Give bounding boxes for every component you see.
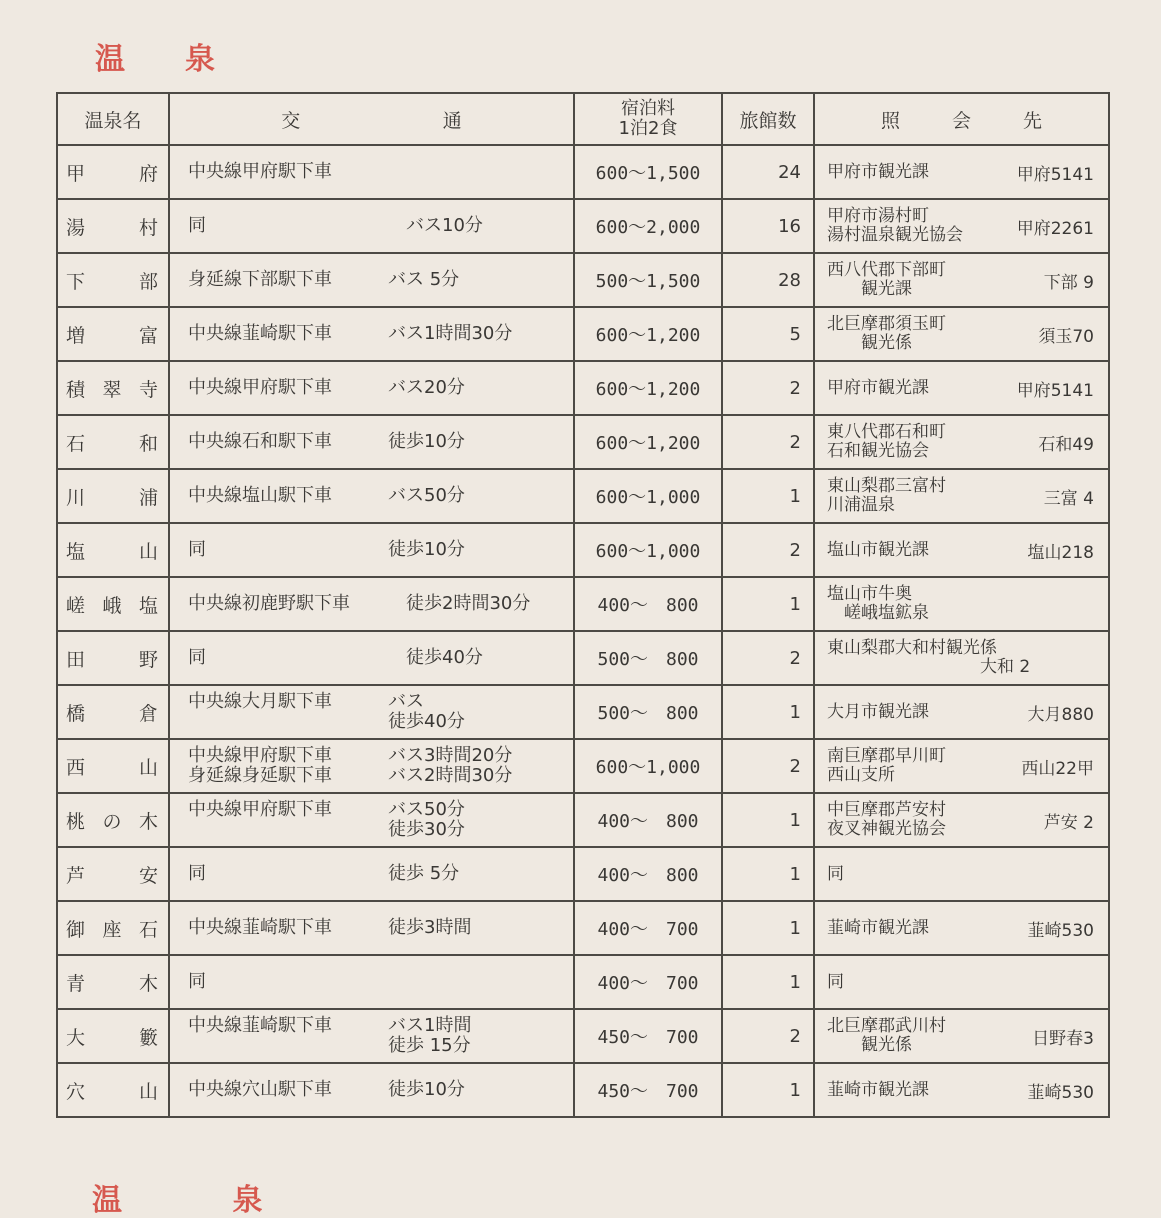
cell-onsen-name <box>57 361 169 415</box>
cell-fee: 600～1,000 <box>574 523 722 577</box>
next-heading-char-2: 泉 <box>232 1183 263 1218</box>
onsen-name-char: 橋 <box>66 702 88 725</box>
transport-route <box>188 820 388 840</box>
contact-office: 大月市観光課 <box>827 701 929 722</box>
contact-office: 塩山市牛奥 嵯峨塩鉱泉 <box>827 584 929 623</box>
cell-transport <box>169 361 574 415</box>
cell-transport <box>169 631 574 685</box>
cell-inn-count: 1 <box>722 685 814 739</box>
cell-inn-count: 16 <box>722 199 814 253</box>
cell-contact <box>814 415 1109 469</box>
transport-route: 中央線初鹿野駅下車 <box>188 593 350 614</box>
transport-route: 中央線甲府駅下車 <box>188 799 332 820</box>
onsen-name-char: の <box>102 810 124 833</box>
table-row <box>57 523 1109 577</box>
cell-fee: 450～ 700 <box>574 1009 722 1063</box>
contact-office: 甲府市湯村町 湯村温泉観光協会 <box>827 206 963 245</box>
transport-time: 徒歩2時間30分 <box>388 593 531 614</box>
cell-inn-count: 1 <box>722 793 814 847</box>
onsen-name-char: 川 <box>66 486 88 509</box>
contact-phone: 塩山218 <box>1027 542 1094 563</box>
cell-onsen-name <box>57 577 169 631</box>
contact-phone: 韮崎530 <box>1027 920 1094 941</box>
table-row <box>57 577 1109 631</box>
cell-fee: 450～ 700 <box>574 1063 722 1117</box>
transport-time: バス1時間 <box>388 1015 472 1036</box>
header-name: 温泉名 <box>57 93 169 145</box>
onsen-name-char: 村 <box>138 216 160 239</box>
table-row <box>57 793 1109 847</box>
cell-contact <box>814 793 1109 847</box>
cell-contact <box>814 1063 1109 1117</box>
contact-office: 韮崎市観光課 <box>827 917 929 938</box>
onsen-table <box>56 92 1110 1118</box>
onsen-name-char: 木 <box>138 972 160 995</box>
table-row <box>57 739 1109 793</box>
cell-transport <box>169 847 574 901</box>
contact-phone: 甲府5141 <box>1016 164 1094 185</box>
table-row <box>57 145 1109 199</box>
transport-route: 中央線大月駅下車 <box>188 691 332 712</box>
onsen-name-char: 御 <box>66 918 88 941</box>
header-contact-char: 先 <box>1022 109 1042 132</box>
table-row <box>57 847 1109 901</box>
header-fee-line: 1泊2食 <box>618 118 678 139</box>
cell-transport <box>169 1063 574 1117</box>
cell-onsen-name <box>57 901 169 955</box>
transport-route: 同 <box>188 539 206 560</box>
onsen-name-char: 石 <box>66 432 88 455</box>
table-row <box>57 685 1109 739</box>
transport-time: バス2時間30分 <box>388 765 513 786</box>
transport-time: バス20分 <box>388 377 465 398</box>
onsen-name-char: 籔 <box>138 1026 160 1049</box>
transport-time: バス3時間20分 <box>388 745 513 766</box>
table-row <box>57 1063 1109 1117</box>
cell-onsen-name <box>57 523 169 577</box>
cell-onsen-name <box>57 1063 169 1117</box>
cell-inn-count: 2 <box>722 1009 814 1063</box>
transport-route: 中央線塩山駅下車 <box>188 485 332 506</box>
transport-time: 徒歩 15分 <box>388 1035 471 1056</box>
cell-transport <box>169 415 574 469</box>
cell-transport <box>169 901 574 955</box>
cell-onsen-name <box>57 847 169 901</box>
onsen-name-char: 浦 <box>138 486 160 509</box>
header-transport <box>169 93 574 145</box>
cell-onsen-name <box>57 307 169 361</box>
onsen-name-char: 桃 <box>66 810 88 833</box>
cell-contact <box>814 577 1109 631</box>
onsen-name-char: 山 <box>138 756 160 779</box>
table-row <box>57 307 1109 361</box>
transport-time: 徒歩 5分 <box>388 863 460 884</box>
cell-fee: 600～1,500 <box>574 145 722 199</box>
onsen-name-char: 寺 <box>138 378 160 401</box>
contact-office: 韮崎市観光課 <box>827 1079 929 1100</box>
table-row <box>57 415 1109 469</box>
onsen-name-char: 石 <box>138 918 160 941</box>
transport-time: バス 5分 <box>388 269 460 290</box>
header-contact <box>814 93 1109 145</box>
transport-time: バス1時間30分 <box>388 323 513 344</box>
cell-transport <box>169 955 574 1009</box>
table-body <box>57 145 1109 1117</box>
transport-time: バス50分 <box>388 799 465 820</box>
cell-inn-count: 2 <box>722 361 814 415</box>
table-row <box>57 199 1109 253</box>
transport-time: バス <box>388 691 424 712</box>
contact-phone: 甲府2261 <box>1016 218 1094 239</box>
cell-transport <box>169 685 574 739</box>
onsen-name-char: 安 <box>138 864 160 887</box>
table-header-row <box>57 93 1109 145</box>
cell-contact <box>814 253 1109 307</box>
cell-contact <box>814 469 1109 523</box>
onsen-name-char: 翠 <box>102 378 124 401</box>
cell-contact <box>814 145 1109 199</box>
contact-office: 同 <box>827 971 844 992</box>
contact-phone: 甲府5141 <box>1016 380 1094 401</box>
onsen-name-char: 嵯 <box>66 594 88 617</box>
cell-transport <box>169 1009 574 1063</box>
transport-route: 中央線穴山駅下車 <box>188 1079 332 1100</box>
cell-contact <box>814 631 1109 685</box>
transport-route: 身延線身延駅下車 <box>188 765 332 786</box>
cell-transport <box>169 199 574 253</box>
cell-inn-count: 2 <box>722 523 814 577</box>
transport-time: 徒歩10分 <box>388 431 465 452</box>
onsen-name-char: 木 <box>138 810 160 833</box>
cell-inn-count: 2 <box>722 415 814 469</box>
cell-onsen-name <box>57 253 169 307</box>
cell-fee: 400～ 800 <box>574 847 722 901</box>
transport-route: 身延線下部駅下車 <box>188 269 332 290</box>
onsen-name-char: 西 <box>66 756 88 779</box>
header-contact-char: 照 <box>880 109 900 132</box>
cell-inn-count: 1 <box>722 901 814 955</box>
contact-phone: 須玉70 <box>1038 326 1094 347</box>
onsen-name-char: 増 <box>66 324 88 347</box>
onsen-name-char: 野 <box>138 648 160 671</box>
onsen-name-char: 山 <box>138 540 160 563</box>
cell-transport <box>169 145 574 199</box>
transport-time: 徒歩40分 <box>388 711 465 732</box>
table-row <box>57 469 1109 523</box>
transport-time: バス50分 <box>388 485 465 506</box>
cell-inn-count: 1 <box>722 469 814 523</box>
onsen-name-char: 府 <box>138 162 160 185</box>
transport-route: 同 <box>188 647 206 668</box>
contact-office: 甲府市観光課 <box>827 377 929 398</box>
table-row <box>57 955 1109 1009</box>
table-row <box>57 901 1109 955</box>
next-section-heading <box>92 1183 362 1218</box>
cell-fee: 500～ 800 <box>574 631 722 685</box>
contact-office: 西八代郡下部町 観光課 <box>827 260 946 299</box>
cell-inn-count: 1 <box>722 847 814 901</box>
onsen-name-char: 青 <box>66 972 88 995</box>
transport-time: 徒歩40分 <box>388 647 483 668</box>
cell-fee: 400～ 800 <box>574 793 722 847</box>
table-row <box>57 253 1109 307</box>
cell-transport <box>169 469 574 523</box>
onsen-name-char: 甲 <box>66 162 88 185</box>
cell-onsen-name <box>57 631 169 685</box>
header-count: 旅館数 <box>722 93 814 145</box>
cell-fee: 400～ 800 <box>574 577 722 631</box>
cell-transport <box>169 793 574 847</box>
contact-office: 塩山市観光課 <box>827 539 929 560</box>
onsen-name-char: 富 <box>138 324 160 347</box>
cell-fee: 500～1,500 <box>574 253 722 307</box>
cell-fee: 400～ 700 <box>574 955 722 1009</box>
onsen-name-char: 穴 <box>66 1080 88 1103</box>
onsen-name-char: 和 <box>138 432 160 455</box>
cell-contact <box>814 523 1109 577</box>
transport-route: 中央線韮崎駅下車 <box>188 323 332 344</box>
transport-route: 同 <box>188 863 206 884</box>
heading-char-2: 泉 <box>185 42 215 77</box>
header-fee-line: 宿泊料 <box>621 98 675 119</box>
contact-office: 中巨摩郡芦安村 夜叉神観光協会 <box>827 800 946 839</box>
cell-transport <box>169 307 574 361</box>
cell-contact <box>814 739 1109 793</box>
cell-inn-count: 24 <box>722 145 814 199</box>
cell-onsen-name <box>57 145 169 199</box>
onsen-name-char: 田 <box>66 648 88 671</box>
contact-phone: 西山22甲 <box>1021 758 1094 779</box>
contact-phone: 韮崎530 <box>1027 1082 1094 1103</box>
contact-phone: 石和49 <box>1038 434 1094 455</box>
cell-fee: 600～1,000 <box>574 469 722 523</box>
cell-onsen-name <box>57 793 169 847</box>
header-fee <box>574 93 722 145</box>
cell-onsen-name <box>57 415 169 469</box>
header-transport-char: 通 <box>442 109 462 132</box>
cell-inn-count: 2 <box>722 739 814 793</box>
transport-route: 中央線石和駅下車 <box>188 431 332 452</box>
contact-phone: 大月880 <box>1027 704 1094 725</box>
table-row <box>57 361 1109 415</box>
onsen-name-char: 部 <box>138 270 160 293</box>
cell-inn-count: 1 <box>722 1063 814 1117</box>
transport-time: 徒歩10分 <box>388 539 465 560</box>
cell-onsen-name <box>57 469 169 523</box>
cell-inn-count: 28 <box>722 253 814 307</box>
cell-contact <box>814 199 1109 253</box>
contact-office: 北巨摩郡須玉町 観光係 <box>827 314 946 353</box>
contact-office: 南巨摩郡早川町 西山支所 <box>827 746 946 785</box>
cell-onsen-name <box>57 955 169 1009</box>
transport-time: 徒歩10分 <box>388 1079 465 1100</box>
contact-office: 東山梨郡大和村観光係 大和 2 <box>827 638 1031 677</box>
cell-contact <box>814 307 1109 361</box>
contact-phone: 下部 9 <box>1043 272 1094 293</box>
cell-inn-count: 5 <box>722 307 814 361</box>
cell-transport <box>169 577 574 631</box>
transport-route <box>188 712 388 732</box>
cell-contact <box>814 901 1109 955</box>
cell-transport <box>169 253 574 307</box>
heading-char-1: 温 <box>95 42 125 77</box>
transport-time: 徒歩30分 <box>388 819 465 840</box>
onsen-name-char: 峨 <box>102 594 124 617</box>
onsen-name-char: 塩 <box>138 594 160 617</box>
contact-office: 東八代郡石和町 石和観光協会 <box>827 422 946 461</box>
cell-transport <box>169 523 574 577</box>
cell-onsen-name <box>57 685 169 739</box>
cell-fee: 400～ 700 <box>574 901 722 955</box>
onsen-name-char: 座 <box>102 918 124 941</box>
next-heading-char-1: 温 <box>92 1183 122 1218</box>
cell-fee: 600～1,200 <box>574 415 722 469</box>
transport-route: 中央線韮崎駅下車 <box>188 1015 332 1036</box>
onsen-name-char: 湯 <box>66 216 88 239</box>
cell-onsen-name <box>57 739 169 793</box>
cell-inn-count: 1 <box>722 577 814 631</box>
cell-contact <box>814 685 1109 739</box>
header-transport-char: 交 <box>281 109 301 132</box>
contact-office: 同 <box>827 863 844 884</box>
transport-route: 同 <box>188 215 206 236</box>
onsen-name-char: 大 <box>66 1026 88 1049</box>
contact-phone: 芦安 2 <box>1043 812 1094 833</box>
onsen-name-char: 塩 <box>66 540 88 563</box>
cell-fee: 600～2,000 <box>574 199 722 253</box>
transport-route: 同 <box>188 971 206 992</box>
transport-route: 中央線甲府駅下車 <box>188 161 332 182</box>
contact-phone: 日野春3 <box>1032 1028 1094 1049</box>
cell-onsen-name <box>57 199 169 253</box>
onsen-name-char: 芦 <box>66 864 88 887</box>
onsen-name-char: 山 <box>138 1080 160 1103</box>
cell-onsen-name <box>57 1009 169 1063</box>
transport-route: 中央線甲府駅下車 <box>188 377 332 398</box>
cell-inn-count: 1 <box>722 955 814 1009</box>
cell-contact <box>814 955 1109 1009</box>
contact-office: 北巨摩郡武川村 観光係 <box>827 1016 946 1055</box>
cell-inn-count: 2 <box>722 631 814 685</box>
transport-route: 中央線韮崎駅下車 <box>188 917 332 938</box>
onsen-name-char: 下 <box>66 270 88 293</box>
cell-fee: 600～1,200 <box>574 307 722 361</box>
header-contact-char: 会 <box>951 109 971 132</box>
cell-fee: 500～ 800 <box>574 685 722 739</box>
onsen-name-char: 積 <box>66 378 88 401</box>
contact-phone: 三富 4 <box>1043 488 1094 509</box>
contact-office: 東山梨郡三富村 川浦温泉 <box>827 476 946 515</box>
transport-time: 徒歩3時間 <box>388 917 472 938</box>
table-row <box>57 631 1109 685</box>
cell-transport <box>169 739 574 793</box>
cell-contact <box>814 847 1109 901</box>
cell-fee: 600～1,200 <box>574 361 722 415</box>
cell-contact <box>814 1009 1109 1063</box>
contact-office: 甲府市観光課 <box>827 161 929 182</box>
transport-route: 中央線甲府駅下車 <box>188 745 332 766</box>
transport-time: バス10分 <box>388 215 483 236</box>
cell-fee: 600～1,000 <box>574 739 722 793</box>
cell-contact <box>814 361 1109 415</box>
transport-route <box>188 1036 388 1056</box>
table-row <box>57 1009 1109 1063</box>
onsen-name-char: 倉 <box>138 702 160 725</box>
